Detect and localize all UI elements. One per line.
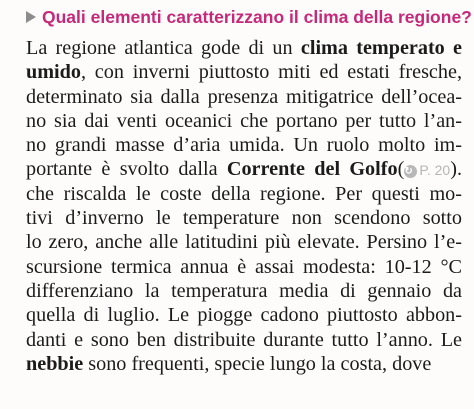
bold-term: clima temperato e	[300, 37, 462, 59]
text-run: quella di luglio. Le piogge cadono piuttosto abbon-	[26, 304, 462, 327]
text-line	[26, 352, 462, 376]
text-line	[26, 133, 462, 157]
text-line	[26, 60, 462, 84]
text-run: , con inverni piuttosto miti ed estati fresche,	[80, 61, 462, 84]
paragraph	[26, 36, 462, 376]
text-run: ).	[450, 158, 462, 181]
text-run: che riscalda le coste della regione. Per questi mo-	[26, 182, 462, 205]
text-line	[26, 157, 462, 181]
text-run: lo zero, anche alle latitudini più elevate. Persino l’e-	[26, 231, 462, 254]
text-line	[26, 328, 462, 352]
text-run: no sia dai venti oceanici che portano per tutto l’an-	[26, 109, 462, 132]
text-line	[26, 109, 462, 133]
text-line	[26, 303, 462, 327]
text-run: sono frequenti, specie lungo la costa, dove	[83, 352, 432, 375]
bold-term: umido	[26, 61, 81, 84]
page-reference-link[interactable]	[404, 158, 450, 182]
text-run: no grandi masse d’aria umida. Un ruolo molto im-	[26, 134, 462, 157]
text-line	[26, 255, 462, 279]
text-run: danti e sono ben distribuite durante tutto l’anno. Le	[26, 328, 462, 351]
triangle-bullet-icon	[26, 11, 36, 23]
text-line	[26, 36, 462, 60]
text-line	[26, 279, 462, 303]
text-run: La regione atlantica gode di un	[26, 37, 301, 59]
text-line	[26, 230, 462, 254]
text-line	[26, 182, 462, 206]
page-reference-icon: ↻	[404, 165, 417, 178]
text-run: portante è svolto dalla	[26, 158, 227, 181]
text-line	[26, 85, 462, 109]
text-run: (	[397, 158, 405, 181]
section-question-text: Quali elementi caratterizzano il clima della regione?	[42, 6, 472, 27]
bold-term: nebbie	[26, 352, 84, 375]
text-run: differenziano la temperatura media di gennaio da	[26, 279, 462, 302]
text-run: tivi d’inverno le temperature non scendono sotto	[26, 207, 462, 230]
bold-term: Corrente del Golfo	[226, 158, 398, 181]
section-question	[26, 4, 472, 30]
page-reference-label: P. 20	[419, 162, 451, 179]
text-run: scursione termica annua è assai modesta: 10-12 °C	[26, 255, 462, 278]
text-line	[26, 206, 462, 230]
text-run: determinato sia dalla presenza mitigatrice dell’ocea-	[26, 85, 462, 108]
